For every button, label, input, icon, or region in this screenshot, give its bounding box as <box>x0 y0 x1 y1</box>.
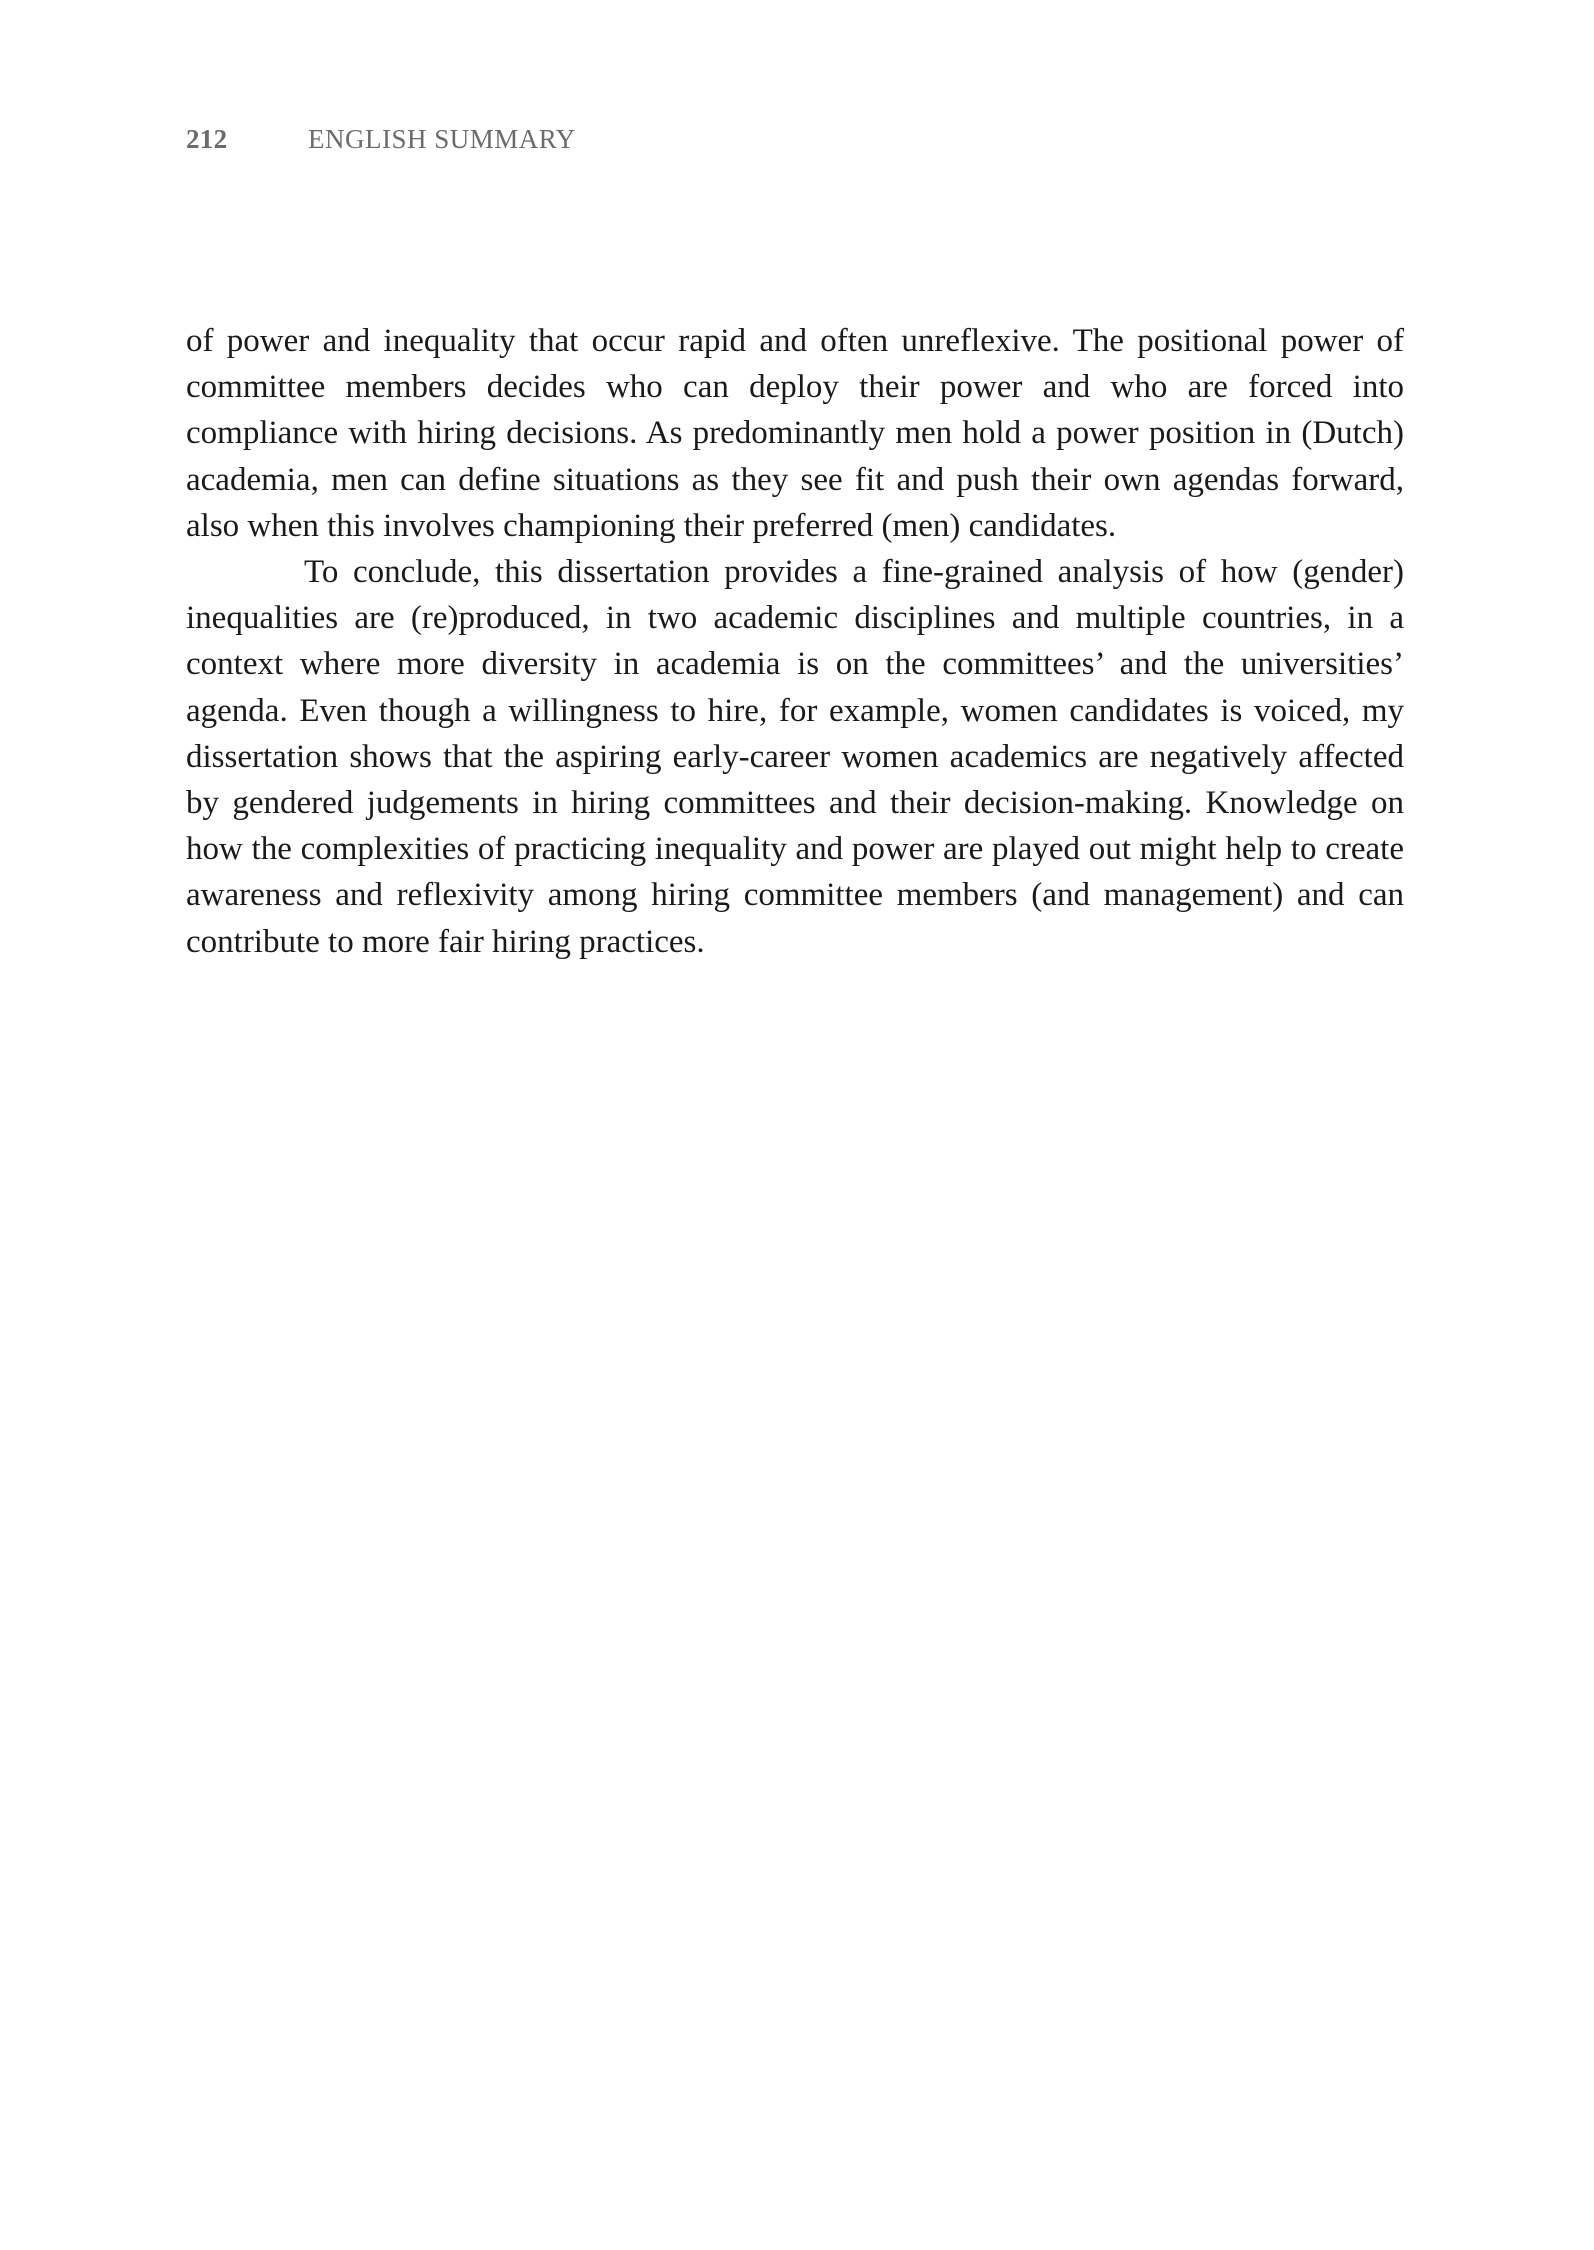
page-number: 212 <box>186 124 228 154</box>
body-text <box>186 318 1404 965</box>
paragraph: To conclude, this dissertation provides a fine-grained analysis of how (gender) inequalities are (re)produced, in two academic disciplines and multiple countries, in a context where more diversity in academia is on the committees’ and the universities’ agenda. Even though a willingness to hire, for example, women candidates is voiced, my dissertation shows that the aspiring early-career women academics are negatively affected by gendered judgements in hiring committees and their decision-making. Knowledge on how the complexities of practicing inequality and power are played out might help to create awareness and reflexivity among hiring committee members (and management) and can contribute to more fair hiring practices. <box>186 554 1404 960</box>
paragraph: of power and inequality that occur rapid and often unreflexive. The positional power of committee members decides who can deploy their power and who are forced into compliance with hiring decisions. As predominantly men hold a power position in (Dutch) academia, men can define situations as they see fit and push their own agendas forward, also when this involves championing their preferred (men) candidates. <box>186 323 1404 544</box>
running-header-title: ENGLISH SUMMARY <box>308 124 576 154</box>
running-header <box>186 124 576 155</box>
